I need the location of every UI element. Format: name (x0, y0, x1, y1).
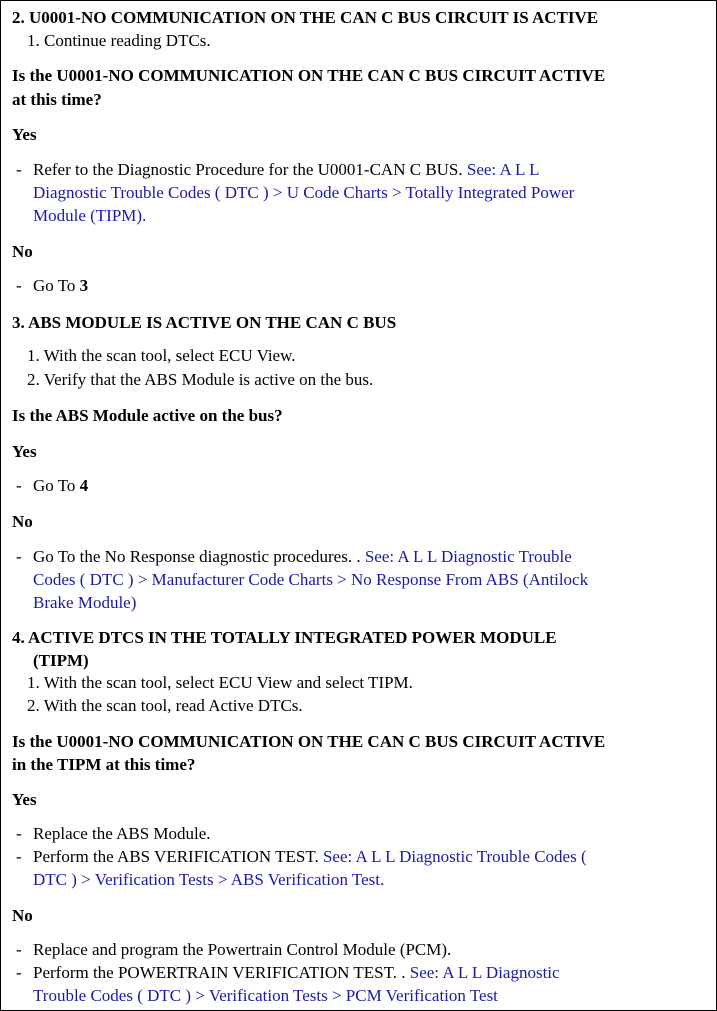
section-3-no-label: No (12, 512, 33, 531)
goto-step-number[interactable]: 4 (79, 476, 89, 495)
section-2-yes-item-text (33, 159, 539, 181)
section-4-yes-link-line-1[interactable]: See: A L L Diagnostic Trouble Codes ( (322, 847, 587, 866)
bullet-dash: - (16, 824, 22, 843)
section-4-step-1: 1. With the scan tool, select ECU View and select TIPM. (27, 673, 413, 692)
section-2-heading: 2. U0001-NO COMMUNICATION ON THE CAN C BUS CIRCUIT IS ACTIVE (12, 8, 599, 27)
section-3-yes-label: Yes (12, 442, 37, 461)
section-4-yes-item-1: Replace the ABS Module. (33, 824, 211, 843)
section-4-yes-link-line-2[interactable]: DTC ) > Verification Tests > ABS Verification Test. (33, 870, 385, 889)
section-4-no-item-2-text: Perform the POWERTRAIN VERIFICATION TEST. . (33, 963, 406, 982)
section-4-no-item-2 (33, 962, 560, 984)
section-2-no-item (33, 275, 88, 297)
section-4-yes-item-2-text: Perform the ABS VERIFICATION TEST. (33, 847, 319, 866)
goto-text: Go To (33, 476, 76, 495)
section-4-step-2: 2. With the scan tool, read Active DTCs. (27, 696, 303, 715)
section-2-yes-item (16, 159, 22, 181)
section-3-step-1: 1. With the scan tool, select ECU View. (27, 346, 296, 365)
goto-text: Go To (33, 276, 76, 295)
section-2-question-line-2: at this time? (12, 90, 102, 109)
section-3-heading: 3. ABS MODULE IS ACTIVE ON THE CAN C BUS (12, 313, 397, 332)
section-2-yes-text: Refer to the Diagnostic Procedure for the U0001-CAN C BUS. (33, 160, 463, 179)
section-2-no-label: No (12, 242, 33, 261)
section-2-yes-link-line-2[interactable]: Diagnostic Trouble Codes ( DTC ) > U Code Charts > Totally Integrated Power (33, 183, 575, 202)
bullet-dash: - (16, 940, 22, 959)
section-4-no-link-line-2[interactable]: Trouble Codes ( DTC ) > Verification Tests > PCM Verification Test (33, 986, 498, 1005)
section-4-question-line-2: in the TIPM at this time? (12, 755, 196, 774)
bullet-dash: - (16, 276, 22, 295)
section-4-question-line-1: Is the U0001-NO COMMUNICATION ON THE CAN C BUS CIRCUIT ACTIVE (12, 732, 606, 751)
bullet-dash: - (16, 476, 22, 495)
section-2-question-line-1: Is the U0001-NO COMMUNICATION ON THE CAN C BUS CIRCUIT ACTIVE (12, 66, 606, 85)
section-4-no-label: No (12, 906, 33, 925)
section-4-no-item-1: Replace and program the Powertrain Control Module (PCM). (33, 940, 452, 959)
section-3-no-link-line-3[interactable]: Brake Module) (33, 593, 137, 612)
section-3-yes-item (33, 475, 88, 497)
section-2-step-1: 1. Continue reading DTCs. (27, 31, 211, 50)
section-2-yes-link-line-3[interactable]: Module (TIPM). (33, 206, 147, 225)
bullet-dash: - (16, 963, 22, 982)
section-3-question: Is the ABS Module active on the bus? (12, 406, 283, 425)
section-4-no-link-line-1[interactable]: See: A L L Diagnostic (409, 963, 560, 982)
goto-step-number[interactable]: 3 (79, 276, 89, 295)
section-4-heading-line-2: (TIPM) (33, 651, 89, 670)
section-2-yes-label: Yes (12, 125, 37, 144)
bullet-dash: - (16, 547, 22, 566)
section-3-no-text: Go To the No Response diagnostic procedures. . (33, 547, 361, 566)
section-3-no-link-line-1[interactable]: See: A L L Diagnostic Trouble (364, 547, 572, 566)
section-4-heading-line-1: 4. ACTIVE DTCS IN THE TOTALLY INTEGRATED POWER MODULE (12, 628, 557, 647)
bullet-dash: - (16, 847, 22, 866)
section-3-no-item (33, 546, 572, 568)
section-2-yes-link-line-1[interactable]: See: A L L (466, 160, 540, 179)
section-4-yes-label: Yes (12, 790, 37, 809)
section-3-no-link-line-2[interactable]: Codes ( DTC ) > Manufacturer Code Charts > No Response From ABS (Antilock (33, 570, 589, 589)
bullet-dash: - (16, 160, 22, 179)
section-4-yes-item-2 (33, 846, 587, 868)
section-3-step-2: 2. Verify that the ABS Module is active on the bus. (27, 370, 374, 389)
